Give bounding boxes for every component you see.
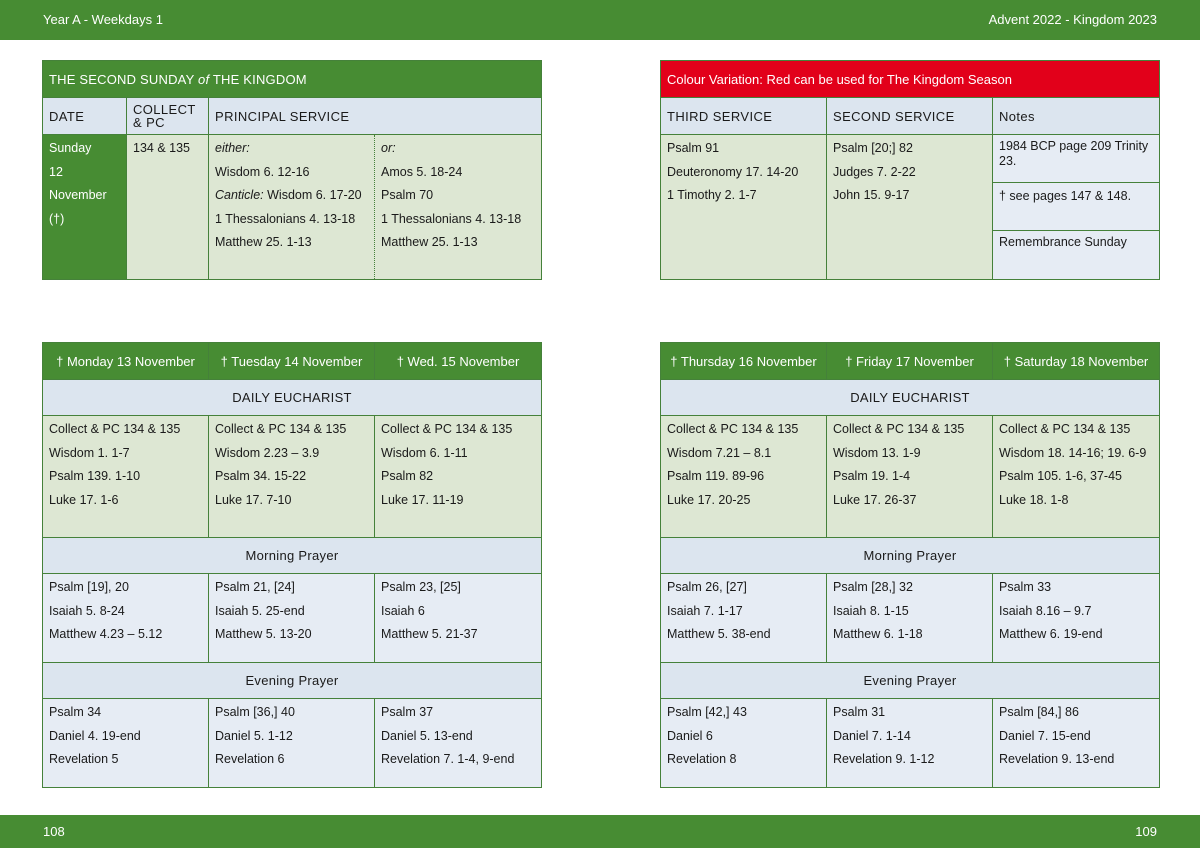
third-service-reading: Deuteronomy 17. 14-20 — [667, 164, 799, 179]
reading: Matthew 6. 19-end — [999, 627, 1103, 641]
sunday-title — [43, 61, 542, 98]
reading: Collect & PC 134 & 135 — [49, 422, 181, 436]
or-reading: 1 Thessalonians 4. 13-18 — [381, 211, 522, 226]
reading: Psalm [84,] 86 — [999, 705, 1079, 719]
date-day: Sunday — [49, 141, 92, 155]
reading: Luke 17. 26-37 — [833, 492, 917, 507]
either-canticle — [215, 184, 368, 208]
sunday-other-services-table — [660, 60, 1160, 280]
eucharist-cell — [827, 416, 993, 538]
day-header-monday: † Monday 13 November — [43, 343, 209, 380]
evening-prayer-cell — [209, 699, 375, 788]
sunday-title-part2: THE KINGDOM — [209, 71, 307, 87]
evening-prayer-cell — [827, 699, 993, 788]
reading: Revelation 8 — [667, 752, 737, 766]
reading: Psalm 23, [25] — [381, 580, 461, 594]
reading: Daniel 4. 19-end — [49, 728, 141, 743]
note-see-pages: † see pages 147 & 148. — [993, 183, 1160, 231]
section-evening-prayer: Evening Prayer — [43, 663, 542, 699]
reading: Daniel 5. 13-end — [381, 728, 473, 743]
reading: Luke 17. 7-10 — [215, 492, 292, 507]
day-header-wednesday: † Wed. 15 November — [375, 343, 542, 380]
colour-variation-banner: Colour Variation: Red can be used for The Kingdom Season — [661, 61, 1160, 98]
evening-prayer-cell — [661, 699, 827, 788]
reading: Psalm 26, [27] — [667, 580, 747, 594]
reading: Psalm 119. 89-96 — [667, 469, 765, 483]
reading: Collect & PC 134 & 135 — [833, 422, 965, 436]
day-header-friday: † Friday 17 November — [827, 343, 993, 380]
reading: Isaiah 8. 1-15 — [833, 603, 909, 618]
column-header-second-service: SECOND SERVICE — [827, 98, 993, 135]
reading: Psalm [28,] 32 — [833, 580, 913, 594]
reading: Revelation 6 — [215, 752, 285, 766]
section-morning-prayer: Morning Prayer — [43, 538, 542, 574]
reading: Wisdom 13. 1-9 — [833, 445, 921, 460]
weekdays-table-right — [660, 342, 1160, 788]
second-service-reading: Judges 7. 2-22 — [833, 164, 916, 179]
reading: Revelation 5 — [49, 752, 119, 766]
date-month: November — [49, 188, 107, 202]
or-reading: Matthew 25. 1-13 — [381, 235, 478, 249]
sunday-collect-cell — [127, 135, 209, 280]
either-label: either: — [215, 141, 250, 155]
reading: Wisdom 6. 1-11 — [381, 445, 468, 460]
morning-prayer-cell — [993, 574, 1160, 663]
reading: Psalm [42,] 43 — [667, 705, 747, 719]
section-evening-prayer: Evening Prayer — [661, 663, 1160, 699]
reading: Luke 18. 1-8 — [999, 492, 1069, 507]
reading: Isaiah 5. 8-24 — [49, 603, 125, 618]
third-service-cell — [661, 135, 827, 280]
reading: Wisdom 7.21 – 8.1 — [667, 445, 772, 460]
either-reading: Matthew 25. 1-13 — [215, 235, 312, 249]
date-dagger: (†) — [49, 211, 65, 226]
reading: Psalm 37 — [381, 705, 434, 719]
morning-prayer-cell — [209, 574, 375, 663]
or-reading: Amos 5. 18-24 — [381, 164, 463, 179]
sunday-title-italic: of — [198, 71, 210, 87]
sunday-date-cell — [43, 135, 127, 280]
day-header-tuesday: † Tuesday 14 November — [209, 343, 375, 380]
reading: Matthew 4.23 – 5.12 — [49, 627, 163, 641]
second-service-reading: John 15. 9-17 — [833, 188, 910, 202]
header-left-text: Year A - Weekdays 1 — [43, 12, 163, 27]
header-right-text: Advent 2022 - Kingdom 2023 — [988, 12, 1157, 27]
sunday-or-cell — [375, 135, 542, 280]
reading: Psalm 34. 15-22 — [215, 469, 307, 483]
column-header-collect — [127, 98, 209, 135]
section-daily-eucharist: DAILY EUCHARIST — [661, 380, 1160, 416]
day-header-saturday: † Saturday 18 November — [993, 343, 1160, 380]
sunday-either-cell — [209, 135, 375, 280]
second-service-cell — [827, 135, 993, 280]
reading: Psalm 34 — [49, 705, 102, 719]
page-number-right: 109 — [1135, 824, 1157, 839]
canticle-label: Canticle: — [215, 188, 264, 202]
second-service-reading: Psalm [20;] 82 — [833, 141, 913, 155]
reading: Luke 17. 11-19 — [381, 492, 464, 507]
either-reading: Wisdom 6. 12-16 — [215, 164, 310, 179]
column-header-third-service: THIRD SERVICE — [661, 98, 827, 135]
reading: Collect & PC 134 & 135 — [381, 422, 513, 436]
collect-value: 134 & 135 — [133, 141, 190, 155]
column-header-date: DATE — [43, 98, 127, 135]
section-morning-prayer: Morning Prayer — [661, 538, 1160, 574]
either-reading: 1 Thessalonians 4. 13-18 — [215, 211, 356, 226]
collect-header-text: COLLECT & PC — [133, 102, 196, 130]
evening-prayer-cell — [993, 699, 1160, 788]
eucharist-cell — [661, 416, 827, 538]
eucharist-cell — [209, 416, 375, 538]
reading: Luke 17. 20-25 — [667, 492, 751, 507]
reading: Psalm 139. 1-10 — [49, 469, 141, 483]
day-header-thursday: † Thursday 16 November — [661, 343, 827, 380]
reading: Wisdom 1. 1-7 — [49, 445, 130, 460]
reading: Revelation 7. 1-4, 9-end — [381, 752, 515, 766]
reading: Daniel 6 — [667, 728, 713, 743]
evening-prayer-cell — [375, 699, 542, 788]
note-bcp: 1984 BCP page 209 Trinity 23. — [993, 135, 1160, 183]
section-daily-eucharist: DAILY EUCHARIST — [43, 380, 542, 416]
reading: Psalm 21, [24] — [215, 580, 295, 594]
reading: Psalm 82 — [381, 469, 434, 483]
morning-prayer-cell — [375, 574, 542, 663]
reading: Psalm [36,] 40 — [215, 705, 295, 719]
sunday-principal-table — [42, 60, 542, 280]
reading: Daniel 7. 15-end — [999, 728, 1091, 743]
or-label: or: — [381, 141, 396, 155]
reading: Collect & PC 134 & 135 — [215, 422, 347, 436]
reading: Matthew 5. 13-20 — [215, 627, 312, 641]
note-remembrance: Remembrance Sunday — [993, 231, 1160, 280]
third-service-reading: 1 Timothy 2. 1-7 — [667, 188, 757, 202]
reading: Wisdom 2.23 – 3.9 — [215, 445, 320, 460]
column-header-notes: Notes — [993, 98, 1160, 135]
reading: Matthew 6. 1-18 — [833, 627, 923, 641]
reading: Matthew 5. 38-end — [667, 627, 771, 641]
reading: Psalm 19. 1-4 — [833, 469, 911, 483]
or-reading: Psalm 70 — [381, 188, 434, 202]
eucharist-cell — [993, 416, 1160, 538]
reading: Psalm 31 — [833, 705, 886, 719]
reading: Revelation 9. 1-12 — [833, 752, 935, 766]
reading: Revelation 9. 13-end — [999, 752, 1115, 766]
reading: Isaiah 5. 25-end — [215, 603, 305, 618]
page-header-bar — [0, 0, 1200, 40]
page-number-left: 108 — [43, 824, 65, 839]
weekdays-table-left — [42, 342, 542, 788]
reading: Matthew 5. 21-37 — [381, 627, 478, 641]
morning-prayer-cell — [661, 574, 827, 663]
morning-prayer-cell — [43, 574, 209, 663]
canticle-value: Wisdom 6. 17-20 — [263, 188, 362, 202]
page-footer-bar — [0, 815, 1200, 848]
reading: Isaiah 7. 1-17 — [667, 603, 743, 618]
date-number: 12 — [49, 164, 63, 179]
reading: Luke 17. 1-6 — [49, 492, 119, 507]
third-service-reading: Psalm 91 — [667, 141, 720, 155]
reading: Psalm [19], 20 — [49, 580, 129, 594]
reading: Psalm 105. 1-6, 37-45 — [999, 469, 1122, 483]
evening-prayer-cell — [43, 699, 209, 788]
reading: Isaiah 8.16 – 9.7 — [999, 603, 1092, 618]
reading: Collect & PC 134 & 135 — [667, 422, 799, 436]
reading: Collect & PC 134 & 135 — [999, 422, 1131, 436]
reading: Psalm 33 — [999, 580, 1052, 594]
eucharist-cell — [375, 416, 542, 538]
reading: Wisdom 18. 14-16; 19. 6-9 — [999, 445, 1147, 460]
morning-prayer-cell — [827, 574, 993, 663]
eucharist-cell — [43, 416, 209, 538]
reading: Daniel 7. 1-14 — [833, 728, 911, 743]
reading: Daniel 5. 1-12 — [215, 728, 293, 743]
sunday-title-part1: THE SECOND SUNDAY — [49, 71, 199, 87]
reading: Isaiah 6 — [381, 603, 425, 618]
column-header-principal: PRINCIPAL SERVICE — [209, 98, 542, 135]
